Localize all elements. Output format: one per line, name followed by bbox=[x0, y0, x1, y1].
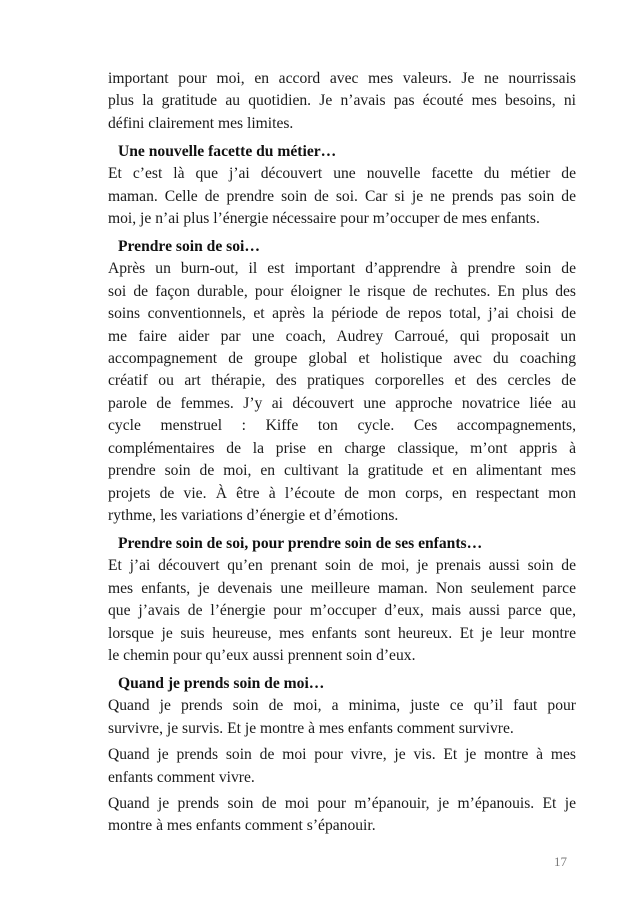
text-line: projets de vie. À être à l’écoute de mon corps, en respectant mon bbox=[108, 484, 576, 502]
paragraph-nouvelle-facette bbox=[108, 163, 576, 230]
text-line: créatif ou art thérapie, des pratiques corporelles et des cercles de bbox=[108, 372, 576, 390]
text-line: que j’avais de l’énergie pour m’occuper d’eux, mais aussi parce que, bbox=[108, 602, 576, 620]
text-line: accompagnement de groupe global et holistique avec du coaching bbox=[108, 350, 576, 368]
text-line: important pour moi, en accord avec mes valeurs. Je ne nourrissais bbox=[108, 70, 576, 87]
section-heading-prendre-soin: Prendre soin de soi… bbox=[118, 238, 260, 256]
paragraph-intro bbox=[108, 68, 576, 135]
paragraph-survivre bbox=[108, 695, 576, 740]
paragraph-vivre bbox=[108, 744, 576, 789]
text-line: cycle menstruel : Kiffe ton cycle. Ces accompagnements, bbox=[108, 417, 576, 435]
page-body bbox=[108, 68, 576, 838]
text-line: complémentaires de la prise en charge classique, m’ont appris à bbox=[108, 439, 576, 457]
text-line: Après un burn-out, il est important d’apprendre à prendre soin de bbox=[108, 260, 576, 278]
text-line: soins conventionnels, et après la période de repos total, j’ai choisi de bbox=[108, 305, 576, 323]
text-line: survivre, je survis. Et je montre à mes enfants comment survivre. bbox=[108, 719, 514, 737]
paragraph-epanouir bbox=[108, 793, 576, 838]
text-line: Quand je prends soin de moi pour m’épanouir, je m’épanouis. Et je bbox=[108, 794, 576, 812]
text-line: Et c’est là que j’ai découvert une nouvelle facette du métier de bbox=[108, 165, 576, 183]
section-heading-enfants: Prendre soin de soi, pour prendre soin de ses enfants… bbox=[118, 535, 483, 553]
text-line: mes enfants, je devenais une meilleure maman. Non seulement parce bbox=[108, 579, 576, 597]
text-line: montre à mes enfants comment s’épanouir. bbox=[108, 817, 376, 835]
paragraph-prendre-soin bbox=[108, 258, 576, 527]
text-line: plus la gratitude au quotidien. Je n’avais pas écouté mes besoins, ni bbox=[108, 92, 576, 110]
text-line: moi, je n’ai plus l’énergie nécessaire pour m’occuper de mes enfants. bbox=[108, 210, 540, 228]
text-line: parole de femmes. J’y ai découvert une approche novatrice liée au bbox=[108, 394, 576, 412]
paragraph-enfants bbox=[108, 555, 576, 667]
text-line: maman. Celle de prendre soin de soi. Car si je ne prends pas soin de bbox=[108, 187, 576, 205]
text-line: enfants comment vivre. bbox=[108, 768, 255, 786]
section-heading-nouvelle-facette: Une nouvelle facette du métier… bbox=[118, 143, 337, 161]
text-line: prendre soin de moi, en cultivant la gratitude et en alimentant mes bbox=[108, 462, 576, 480]
text-line: Quand je prends soin de moi pour vivre, je vis. Et je montre à mes bbox=[108, 746, 576, 764]
text-line: lorsque je suis heureuse, mes enfants sont heureux. Et je leur montre bbox=[108, 624, 576, 642]
text-line: Quand je prends soin de moi, a minima, juste ce qu’il faut pour bbox=[108, 697, 576, 715]
text-line: soi de façon durable, pour éloigner le risque de rechutes. En plus des bbox=[108, 282, 576, 300]
text-line: me faire aider par une coach, Audrey Carroué, qui proposait un bbox=[108, 327, 576, 345]
text-line: le chemin pour qu’eux aussi prennent soin d’eux. bbox=[108, 646, 416, 664]
section-heading-quand-je-prends-soin: Quand je prends soin de moi… bbox=[118, 675, 325, 693]
text-line: rythme, les variations d’énergie et d’émotions. bbox=[108, 506, 399, 524]
text-line: Et j’ai découvert qu’en prenant soin de moi, je prenais aussi soin de bbox=[108, 557, 576, 575]
text-line: défini clairement mes limites. bbox=[108, 114, 294, 132]
page-number: 17 bbox=[554, 854, 567, 869]
